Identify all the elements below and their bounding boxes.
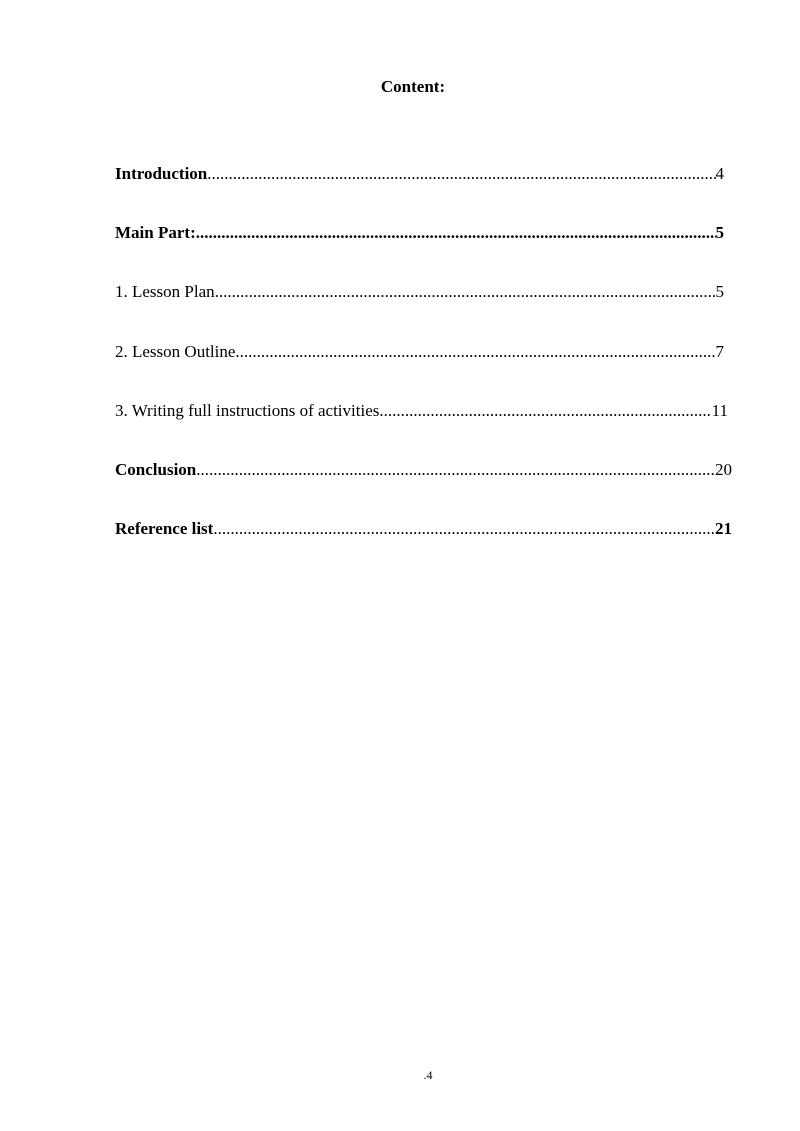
toc-page-number: 7 [715, 342, 724, 361]
footer-page-number: .4 [423, 1068, 433, 1082]
toc-page-number: 5 [715, 223, 724, 242]
toc-dot-leader [196, 460, 715, 480]
toc-label: Introduction [115, 164, 208, 183]
toc-page-number: 5 [715, 282, 724, 301]
toc-dot-leader [235, 342, 715, 362]
toc-page-number: 4 [715, 164, 724, 183]
toc-label: 3. Writing full instructions of activities [115, 401, 380, 420]
toc-label: Conclusion [115, 460, 197, 479]
toc-dot-leader [215, 282, 716, 302]
toc-entry-lesson-outline[interactable] [115, 342, 724, 362]
toc-entry-reference-list[interactable] [115, 519, 732, 539]
toc-dot-leader [379, 401, 711, 421]
toc-page-number: 21 [715, 519, 732, 538]
toc-entry-main-part[interactable] [115, 223, 724, 243]
toc-dot-leader [207, 164, 715, 184]
toc-entry-writing-instructions[interactable] [115, 401, 728, 421]
toc-label: Reference list [115, 519, 214, 538]
toc-dot-leader [196, 223, 716, 243]
toc-entry-conclusion[interactable] [115, 460, 732, 480]
toc-dot-leader [213, 519, 715, 539]
toc-label: 2. Lesson Outline [115, 342, 236, 361]
page-title: Content: [380, 77, 446, 96]
toc-entry-introduction[interactable] [115, 164, 724, 184]
toc-label: Main Part: [115, 223, 196, 242]
toc-page-number: 20 [715, 460, 732, 479]
toc-entry-lesson-plan[interactable] [115, 282, 724, 302]
toc-label: 1. Lesson Plan [115, 282, 215, 301]
toc-page-number: 11 [711, 401, 728, 420]
